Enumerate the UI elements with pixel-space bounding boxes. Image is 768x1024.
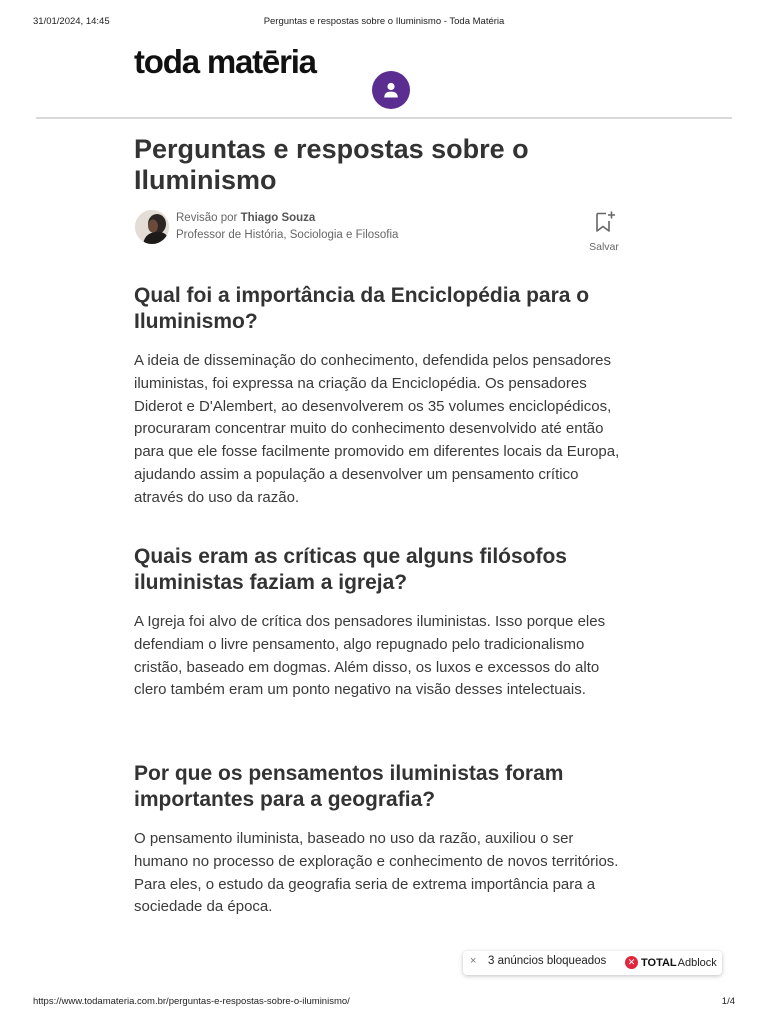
section-body-geografia: O pensamento iluminista, baseado no uso da razão, auxiliou o ser humano no processo de exploração e conhecimento de novos territórios. Para eles, o estudo da geografia seria de extrema importância para a sociedade da época. (134, 830, 619, 916)
user-account-button[interactable] (372, 71, 410, 109)
bookmark-plus-icon (592, 210, 616, 234)
reviewer-avatar[interactable] (135, 210, 169, 244)
print-date: 31/01/2024, 14:45 (33, 16, 110, 27)
article-title: Perguntas e respostas sobre o Iluminismo (134, 134, 529, 195)
print-url: https://www.todamateria.com.br/perguntas-e-respostas-sobre-o-iluminismo/ (33, 996, 350, 1007)
adblock-brand-name: Adblock (677, 956, 717, 969)
adblock-notification (463, 951, 722, 975)
print-document-title: Perguntas e respostas sobre o Iluminismo - Toda Matéria (263, 16, 505, 27)
user-icon (382, 81, 400, 99)
section-heading-enciclopedia: Qual foi a importância da Enciclopédia para o Iluminismo? (134, 284, 590, 333)
section-body-igreja: A Igreja foi alvo de crítica dos pensadores iluministas. Isso porque eles defendiam o livre pensamento, algo repugnado pelo tradicionalismo cristão, baseado em dogmas. Além disso, os luxos e excessos do alto clero também eram um ponto negativo na visão desses intelectuais. (134, 613, 606, 699)
byline (176, 210, 398, 244)
reviewer-role: Professor de História, Sociologia e Filosofia (176, 229, 399, 241)
adblock-close-icon[interactable]: × (470, 955, 477, 967)
section-heading-igreja: Quais eram as críticas que alguns filósofos iluministas faziam a igreja? (134, 545, 567, 594)
print-footer (33, 996, 735, 1010)
adblock-logo-icon: ✕ (625, 956, 638, 969)
section-body-enciclopedia: A ideia de disseminação do conhecimento, defendida pelos pensadores iluministas, foi expressa na criação da Enciclopédia. Os pensadores Diderot e D'Alembert, ao desenvolverem os 35 volumes enciclopédicos, procuraram concentrar muito do conhecimento desenvolvido até então para que ele fosse facilmente promovido em diferentes locais da Europa, ajudando assim a população a desenvolver um pensamento crítico através do uso da razão. (134, 352, 620, 506)
print-header (33, 16, 735, 30)
section-heading-geografia: Por que os pensamentos iluministas foram importantes para a geografia? (134, 762, 564, 811)
adblock-brand-total: TOTAL (641, 956, 677, 969)
review-prefix: Revisão por (176, 212, 241, 224)
print-page-number: 1/4 (721, 996, 735, 1007)
save-button[interactable] (583, 210, 625, 254)
save-label: Salvar (589, 241, 619, 253)
reviewer-name[interactable]: Thiago Souza (240, 212, 316, 224)
site-logo[interactable]: toda matēria (134, 43, 316, 80)
review-line (176, 210, 398, 227)
ads-blocked-count: 3 anúncios bloqueados (488, 955, 607, 967)
header-divider (36, 117, 732, 119)
adblock-brand[interactable] (625, 956, 717, 969)
reviewer-portrait-icon (135, 210, 169, 244)
